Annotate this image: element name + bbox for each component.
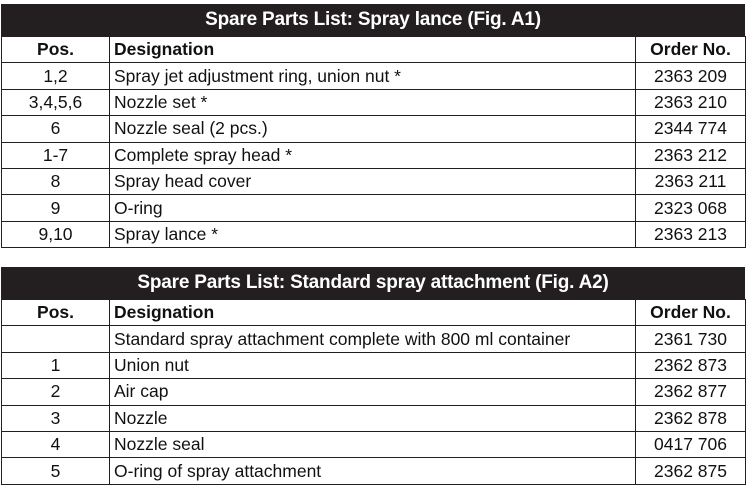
pos-cell: 4 [2,431,110,457]
table-row [2,221,746,247]
table-row [2,195,746,221]
designation-cell: Nozzle [110,405,636,431]
designation-header: Designation [110,37,636,63]
order-no-header: Order No. [636,37,746,63]
pos-cell: 3,4,5,6 [2,89,110,115]
pos-header: Pos. [2,37,110,63]
pos-header: Pos. [2,300,110,326]
pos-cell: 6 [2,116,110,142]
table-row [2,431,746,457]
table-row [2,379,746,405]
designation-cell: Nozzle seal [110,431,636,457]
table-row [2,458,746,484]
order-no-cell: 2362 877 [636,379,746,405]
order-no-cell: 2363 209 [636,63,746,89]
pos-cell: 9,10 [2,221,110,247]
table-row [2,142,746,168]
order-no-cell: 2363 211 [636,168,746,194]
designation-cell: O-ring of spray attachment [110,458,636,484]
pos-cell: 1-7 [2,142,110,168]
pos-cell: 5 [2,458,110,484]
table-row [2,63,746,89]
order-no-cell: 2362 873 [636,352,746,378]
designation-cell: Union nut [110,352,636,378]
order-no-cell: 2344 774 [636,116,746,142]
designation-cell: Nozzle set * [110,89,636,115]
table-title: Spare Parts List: Standard spray attachment (Fig. A2) [1,267,745,299]
table-row [2,326,746,352]
parts-table [1,36,746,248]
designation-cell: Standard spray attachment complete with 800 ml container [110,326,636,352]
pos-cell: 1,2 [2,63,110,89]
parts-table [1,299,746,485]
table-row [2,405,746,431]
order-no-cell: 2363 213 [636,221,746,247]
designation-cell: Nozzle seal (2 pcs.) [110,116,636,142]
pos-cell: 8 [2,168,110,194]
spray-lance-parts-table [1,4,745,248]
pos-cell: 3 [2,405,110,431]
spray-attachment-parts-table [1,267,745,485]
order-no-cell: 2363 210 [636,89,746,115]
pos-cell: 9 [2,195,110,221]
order-no-cell: 2362 878 [636,405,746,431]
table-row [2,116,746,142]
pos-cell [2,326,110,352]
order-no-header: Order No. [636,300,746,326]
order-no-cell: 2323 068 [636,195,746,221]
designation-cell: Complete spray head * [110,142,636,168]
order-no-cell: 0417 706 [636,431,746,457]
order-no-cell: 2361 730 [636,326,746,352]
order-no-cell: 2362 875 [636,458,746,484]
order-no-cell: 2363 212 [636,142,746,168]
designation-cell: O-ring [110,195,636,221]
designation-cell: Spray lance * [110,221,636,247]
designation-cell: Air cap [110,379,636,405]
table-row [2,168,746,194]
designation-header: Designation [110,300,636,326]
pos-cell: 1 [2,352,110,378]
table-title: Spare Parts List: Spray lance (Fig. A1) [1,4,745,36]
header-row [2,300,746,326]
table-row [2,89,746,115]
pos-cell: 2 [2,379,110,405]
table-row [2,352,746,378]
designation-cell: Spray jet adjustment ring, union nut * [110,63,636,89]
header-row [2,37,746,63]
designation-cell: Spray head cover [110,168,636,194]
